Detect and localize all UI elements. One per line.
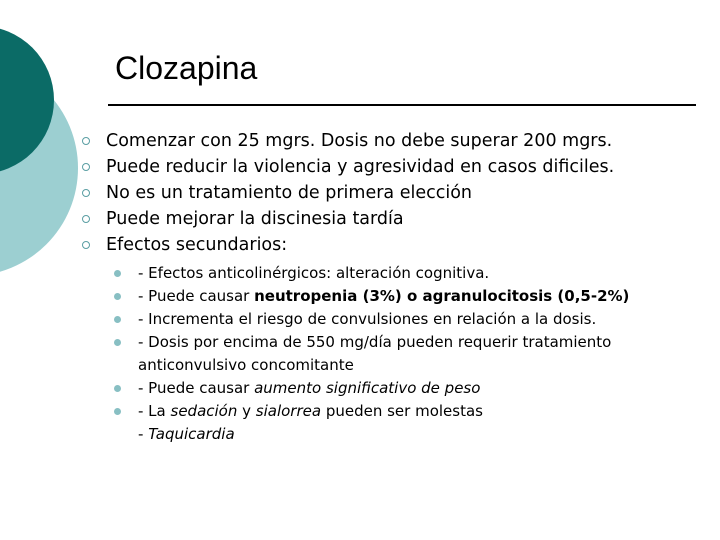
list-item bbox=[78, 206, 698, 232]
sub-text: - bbox=[138, 425, 149, 443]
sub-text: - Puede causar bbox=[138, 379, 255, 397]
list-item bbox=[110, 308, 700, 331]
list-item bbox=[78, 128, 698, 154]
list-item bbox=[78, 232, 698, 258]
list-item bbox=[110, 400, 700, 423]
title-divider bbox=[108, 104, 696, 106]
ring-bullet-icon bbox=[82, 189, 90, 197]
dot-bullet-icon bbox=[114, 385, 121, 392]
sub-text-italic: sialorrea bbox=[255, 402, 322, 420]
ring-bullet-icon bbox=[82, 241, 90, 249]
slide-title: Clozapina bbox=[115, 50, 258, 86]
sub-text: - Incrementa el riesgo de convulsiones en relación a la dosis. bbox=[138, 310, 597, 328]
list-item bbox=[78, 154, 698, 180]
sub-text: - Dosis por encima de 550 mg/día pueden requerir tratamiento anticonvulsivo concomitante bbox=[138, 333, 612, 374]
sub-text-italic: Taquicardia bbox=[148, 425, 235, 443]
dot-bullet-icon bbox=[114, 270, 121, 277]
list-item bbox=[110, 285, 700, 308]
sub-text-bold: neutropenia (3%) o agranulocitosis (0,5-2%) bbox=[254, 287, 630, 305]
sub-text: y bbox=[237, 402, 256, 420]
sub-text: - Efectos anticolinérgicos: alteración cognitiva. bbox=[138, 264, 490, 282]
sub-text: - La bbox=[138, 402, 171, 420]
list-item bbox=[110, 423, 700, 446]
list-item bbox=[110, 331, 700, 377]
bullet-text: Puede reducir la violencia y agresividad en casos dificiles. bbox=[106, 157, 615, 177]
list-item bbox=[78, 180, 698, 206]
sub-text: pueden ser molestas bbox=[321, 402, 483, 420]
sub-text-italic: aumento significativo de peso bbox=[254, 379, 481, 397]
ring-bullet-icon bbox=[82, 215, 90, 223]
ring-bullet-icon bbox=[82, 163, 90, 171]
main-bullet-list bbox=[78, 128, 698, 258]
sub-text: - Puede causar bbox=[138, 287, 255, 305]
ring-bullet-icon bbox=[82, 137, 90, 145]
sub-bullet-list bbox=[110, 262, 700, 446]
dot-bullet-icon bbox=[114, 293, 121, 300]
bullet-text: Efectos secundarios: bbox=[106, 235, 288, 255]
dot-bullet-icon bbox=[114, 339, 121, 346]
sub-text-italic: sedación bbox=[170, 402, 238, 420]
bullet-text: Comenzar con 25 mgrs. Dosis no debe superar 200 mgrs. bbox=[106, 131, 613, 151]
list-item bbox=[110, 262, 700, 285]
dot-bullet-icon bbox=[114, 408, 121, 415]
list-item bbox=[110, 377, 700, 400]
dot-bullet-icon bbox=[114, 316, 121, 323]
bullet-text: Puede mejorar la discinesia tardía bbox=[106, 209, 404, 229]
bullet-text: No es un tratamiento de primera elección bbox=[106, 183, 473, 203]
